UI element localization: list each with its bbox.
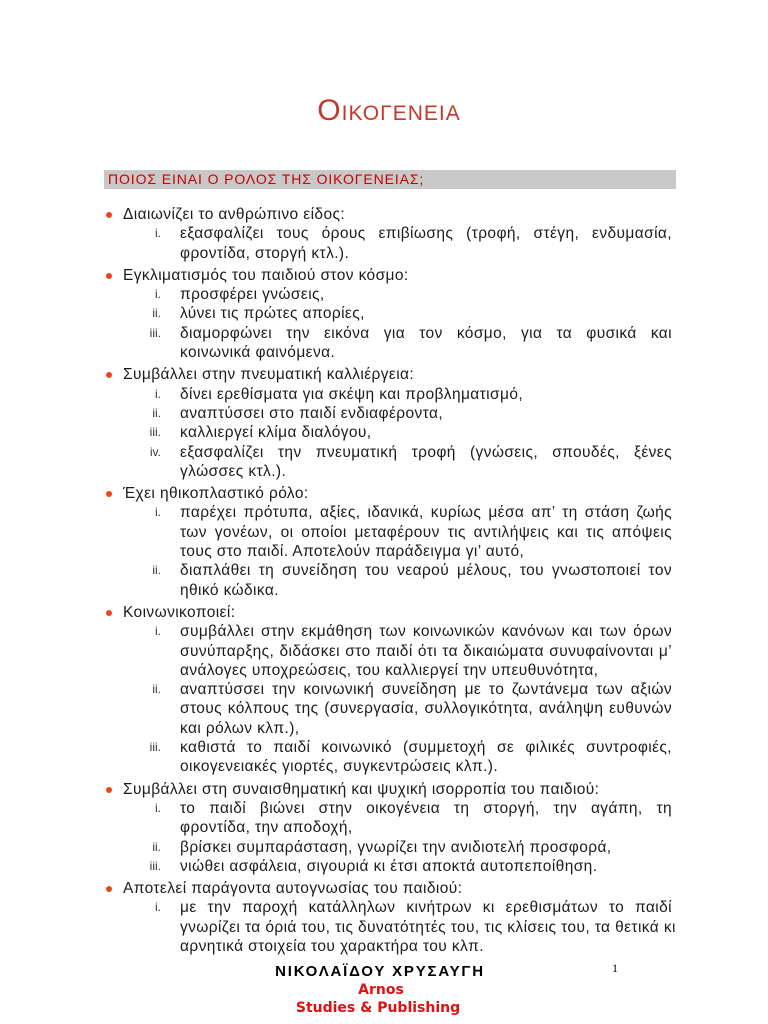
page-number: 1: [612, 961, 618, 975]
sub-item-number: iii.: [149, 858, 161, 873]
bullet-icon: [106, 787, 112, 793]
list-item: [0, 365, 768, 481]
sub-item-line: συμβάλλει στην εκμάθηση των κοινωνικών κανόνων και των όρων: [180, 623, 672, 641]
sub-item-line: κοινωνικά φαινόμενα.: [180, 344, 336, 362]
sub-item-number: ii.: [152, 405, 161, 420]
sub-item: [0, 799, 768, 838]
list-item-head: [0, 365, 768, 384]
publisher-subtitle: Studies & Publishing: [295, 1000, 461, 1016]
sub-item-text: [180, 304, 672, 323]
sub-item-number: iii.: [149, 740, 161, 755]
sub-item-line: και ρόλων κλπ.),: [180, 719, 300, 737]
sub-item-line: ηθικό κώδικα.: [180, 581, 279, 599]
sub-item-number: i.: [155, 624, 161, 639]
sub-item-text: [180, 224, 672, 263]
list-item: [0, 205, 768, 263]
page-title: ΟΙΚΟΓΕΝΕΙΑ: [317, 94, 461, 127]
sub-item-line: βρίσκει συμπαράσταση, γνωρίζει την ανιδιοτελή προσφορά,: [180, 838, 612, 856]
sub-item-text: [180, 324, 672, 363]
list-item: [0, 780, 768, 876]
sub-item: [0, 285, 768, 304]
footer-author: ΝΙΚΟΛΑΪΔΟΥ ΧΡΥΣΑΥΓΗ: [275, 963, 485, 980]
sub-item: [0, 404, 768, 423]
sub-item: [0, 385, 768, 404]
list-item: [0, 484, 768, 600]
list-item-head: [0, 266, 768, 285]
sub-item: [0, 838, 768, 857]
sub-item-line: αναπτύσσει στο παιδί ενδιαφέροντα,: [180, 404, 444, 422]
sub-item-line: καθιστά το παιδί κοινωνικό (συμμετοχή σε φιλικές συντροφιές,: [180, 739, 672, 757]
sub-item-line: γνωρίζει τα όριά του, τις δυνατότητές του, τις κλίσεις του, τα θετικά κι: [180, 918, 676, 936]
sub-item-number: i.: [155, 386, 161, 401]
role-list: [0, 205, 768, 956]
sub-item-line: αναπτύσσει την κοινωνική συνείδηση με το ζωντάνεμα των αξιών: [180, 681, 672, 699]
sub-item-text: [180, 680, 672, 738]
sub-item-number: iii.: [149, 425, 161, 440]
list-item-head: [0, 603, 768, 622]
sub-item: [0, 324, 768, 363]
list-item-text: Συμβάλλει στη συναισθηματική και ψυχική ισορροπία του παιδιού:: [123, 780, 600, 798]
sub-item-text: [180, 385, 672, 404]
sub-item-text: [180, 285, 672, 304]
section-heading: ΠΟΙΟΣ ΕΙΝΑΙ Ο ΡΟΛΟΣ ΤΗΣ ΟΙΚΟΓΕΝΕΙΑΣ;: [108, 171, 425, 187]
list-item: [0, 266, 768, 362]
sub-item-number: i.: [155, 900, 161, 915]
list-item-text: Εγκλιματισμός του παιδιού στον κόσμο:: [123, 266, 409, 284]
sub-item-line: διαπλάθει τη συνείδηση του νεαρού μέλους, του γνωστοποιεί τον: [180, 562, 672, 580]
sub-item-line: ανάλογες υποχρεώσεις, του καλλιεργεί την υπευθυνότητα,: [180, 661, 599, 679]
sub-item-text: [180, 838, 672, 857]
bullet-icon: [106, 212, 112, 218]
sub-item: [0, 304, 768, 323]
list-item-text: Κοινωνικοποιεί:: [123, 603, 236, 621]
sub-item: [0, 857, 768, 876]
sub-item-text: [180, 857, 672, 876]
sub-item-number: ii.: [152, 306, 161, 321]
bullet-icon: [106, 273, 112, 279]
sub-item-number: i.: [155, 287, 161, 302]
list-item: [0, 879, 768, 956]
sub-item-text: [180, 423, 672, 442]
sub-item-number: ii.: [152, 839, 161, 854]
sub-item: [0, 622, 768, 680]
sub-item-line: λύνει τις πρώτες απορίες,: [180, 305, 365, 323]
sub-item-number: ii.: [152, 563, 161, 578]
sub-item-number: i.: [155, 505, 161, 520]
sub-item-line: γλώσσες κτλ.).: [180, 462, 287, 480]
sub-item-number: ii.: [152, 682, 161, 697]
sub-item: [0, 738, 768, 777]
sub-item-line: οικογενειακές γιορτές, συγκεντρώσεις κλπ.).: [180, 758, 499, 776]
sub-item-number: iv.: [149, 444, 161, 459]
list-item-text: Συμβάλλει στην πνευματική καλλιέργεια:: [123, 366, 415, 384]
sub-item-line: διαμορφώνει την εικόνα για τον κόσμο, για τα φυσικά και: [180, 324, 672, 342]
sub-item-text: [180, 738, 672, 777]
bullet-icon: [106, 886, 112, 892]
sub-item-line: αρνητικά στοιχεία του χαρακτήρα του κλπ.: [180, 937, 484, 955]
sub-item-text: [180, 404, 672, 423]
publisher-name: Arnos: [358, 982, 404, 998]
sub-item-line: παρέχει πρότυπα, αξίες, ιδανικά, κυρίως μέσα απ’ τη στάση ζωής: [180, 504, 672, 522]
list-item-text: Αποτελεί παράγοντα αυτογνωσίας του παιδιού:: [123, 880, 463, 898]
sub-item-line: με την παροχή κατάλληλων κινήτρων κι ερεθισμάτων το παιδί: [180, 899, 672, 917]
bullet-icon: [106, 372, 112, 378]
sub-item-line: στους κόλπους της (συνεργασία, συλλογικότητα, ανάληψη ευθυνών: [180, 700, 672, 718]
list-item-head: [0, 484, 768, 503]
sub-item-text: [180, 443, 672, 482]
sub-item: [0, 898, 768, 956]
sub-item-number: iii.: [149, 325, 161, 340]
sub-item: [0, 680, 768, 738]
sub-item-line: εξασφαλίζει την πνευματική τροφή (γνώσεις, σπουδές, ξένες: [180, 443, 672, 461]
sub-item-line: φροντίδα, την αποδοχή,: [180, 819, 353, 837]
sub-item-line: φροντίδα, στοργή κτλ.).: [180, 244, 350, 262]
list-item: [0, 603, 768, 777]
sub-item: [0, 561, 768, 600]
sub-item-number: i.: [155, 800, 161, 815]
sub-item-number: i.: [155, 226, 161, 241]
sub-item-line: νιώθει ασφάλεια, σιγουριά κι έτσι αποκτά αυτοπεποίθηση.: [180, 857, 598, 875]
bullet-icon: [106, 491, 112, 497]
sub-item-line: το παιδί βιώνει στην οικογένεια τη στοργή, την αγάπη, τη: [180, 799, 672, 817]
list-item-text: Διαιωνίζει το ανθρώπινο είδος:: [123, 206, 346, 223]
sub-item-text: [180, 799, 672, 838]
sub-item-line: εξασφαλίζει τους όρους επιβίωσης (τροφή, στέγη, ενδυμασία,: [180, 225, 672, 243]
sub-item: [0, 423, 768, 442]
list-item-head: [0, 205, 768, 224]
sub-item-text: [180, 561, 672, 600]
sub-item-text: [180, 898, 676, 956]
list-item-head: [0, 780, 768, 799]
sub-item-line: των γονέων, οι οποίοι μεταφέρουν τις αντιλήψεις και τις απόψεις: [180, 523, 672, 541]
sub-item-text: [180, 622, 672, 680]
sub-item-line: συνύπαρξης, διδάσκει στο παιδί ότι τα δικαιώματα συνυφαίνονται μ’: [180, 642, 672, 660]
sub-item-line: τους στο παιδί. Αποτελούν παράδειγμα γι’ αυτό,: [180, 543, 525, 561]
list-item-head: [0, 879, 768, 898]
sub-item-line: προσφέρει γνώσεις,: [180, 286, 325, 304]
sub-item-text: [180, 503, 672, 561]
sub-item: [0, 503, 768, 561]
sub-item: [0, 224, 768, 263]
bullet-icon: [106, 610, 112, 616]
sub-item-line: δίνει ερεθίσματα για σκέψη και προβληματισμό,: [180, 385, 524, 403]
section-heading-bar: [104, 170, 676, 189]
sub-item: [0, 443, 768, 482]
sub-item-line: καλλιεργεί κλίμα διαλόγου,: [180, 424, 372, 442]
list-item-text: Έχει ηθικοπλαστικό ρόλο:: [123, 485, 309, 503]
